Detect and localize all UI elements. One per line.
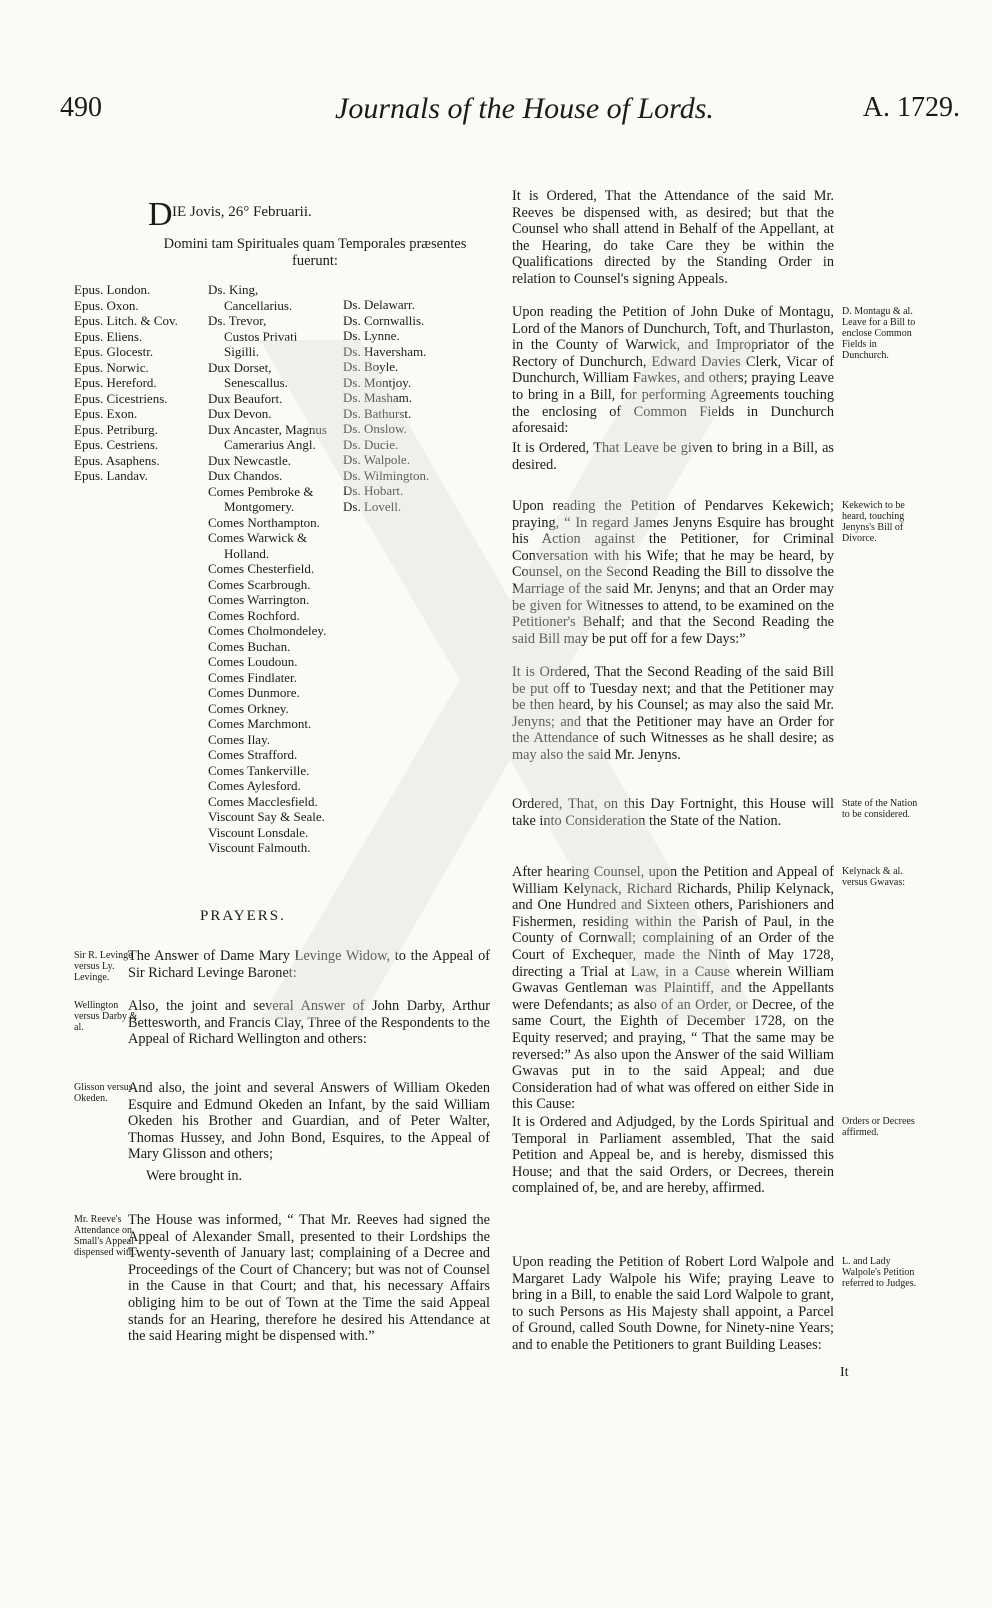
- catchword: It: [840, 1365, 849, 1380]
- lord-entry: Comes Findlater.: [208, 669, 297, 685]
- margin-note: Orders or Decrees affirmed.: [842, 1116, 915, 1138]
- journal-title: Journals of the House of Lords.: [335, 92, 714, 125]
- lord-entry: Epus. Glocestr.: [74, 344, 154, 359]
- lord-entry: Viscount Lonsdale.: [208, 824, 309, 840]
- lord-entry: Epus. Hereford.: [74, 375, 157, 390]
- bishops-list: [74, 282, 204, 484]
- lord-entry: Ds. Walpole.: [343, 452, 410, 467]
- margin-note: Kekewich to be heard, touching Jenyns's Bill of Divorce.: [842, 500, 905, 544]
- lord-entry: Comes Buchan.: [208, 638, 291, 654]
- entry-text: Upon reading the Petition of Robert Lord Walpole and Margaret Lady Walpole his Wife; praying Leave to bring in a Bill, to enable the said Lord Walpole to grant, to such Persons as His Majesty shall appoint, a Parcel of Ground, called South Downe, for Ninety-nine Years; and to enable the Petitioners to grant Building Leases:: [512, 1254, 834, 1353]
- lord-entry: Comes Tankerville.: [208, 762, 310, 778]
- margin-note: Glisson versus Okeden.: [74, 1082, 133, 1104]
- lord-entry: Comes Strafford.: [208, 747, 298, 762]
- entry-text: Upon reading the Petition of John Duke of Montagu, Lord of the Manors of Dunchurch, Toft, and Thurlaston, in the County of Warwick, and Impropriator of the Rectory of Dunchurch, Edward Davies Clerk, Vicar of Dunchurch, William Fawkes, and others; praying Leave to bring in a Bill, for performing Agreements touching the enclosing of Common Fields in Dunchurch aforesaid:: [512, 304, 834, 437]
- prayers-heading: PRAYERS.: [200, 908, 286, 924]
- lord-entry: Ds. Hobart.: [343, 483, 404, 498]
- year: A. 1729.: [862, 92, 960, 123]
- page-header: [60, 92, 960, 132]
- lord-entry: Epus. Exon.: [74, 406, 138, 421]
- margin-note: Mr. Reeve's Attendance on Small's Appeal dispensed with.: [74, 1214, 137, 1258]
- lord-entry: Dux Beaufort.: [208, 390, 283, 406]
- lord-entry: Ds. Bathurst.: [343, 405, 412, 421]
- lord-entry: Epus. London.: [74, 282, 151, 297]
- lord-entry: Viscount Falmouth.: [208, 840, 311, 855]
- lord-entry: Ds. Boyle.: [343, 359, 399, 374]
- lord-entry: Dux Dorset,: [208, 359, 272, 375]
- lord-entry: Holland.: [224, 545, 270, 561]
- sitting-date: IE Jovis, 26° Februarii.: [172, 204, 312, 220]
- lord-entry: Comes Cholmondeley.: [208, 623, 327, 638]
- lord-entry: Epus. Cicestriens.: [74, 390, 168, 406]
- lord-entry: Comes Dunmore.: [208, 685, 300, 700]
- lord-entry: Cancellarius.: [224, 297, 293, 313]
- entry-text: Were brought in.: [146, 1168, 243, 1184]
- lord-entry: Epus. Norwic.: [74, 359, 149, 375]
- lord-entry: Sigilli.: [224, 344, 260, 359]
- entry-text: It is Ordered, That the Attendance of the said Mr. Reeves be dispensed with, as desired; but that the Counsel who shall attend in Behalf of the Appellant, at the Hearing, do take Care they be within the Qualifications directed by the Standing Order in relation to Counsel's signing Appeals.: [512, 188, 834, 287]
- lord-entry: Ds. Wilmington.: [343, 467, 430, 483]
- lord-entry: Ds. Cornwallis.: [343, 312, 425, 328]
- entry-text: It is Ordered, That the Second Reading of the said Bill be put off to Tuesday next; and that the Petitioner may be then heard, by his Counsel; as may also the said Mr. Jenyns; and that the Petitioner may have an Order for the Attendance of such Witnesses as he shall desire; as may also the said Mr. Jenyns.: [512, 664, 834, 763]
- lord-entry: Dux Ancaster, Magnus: [208, 421, 327, 437]
- lord-entry: Comes Chesterfield.: [208, 561, 315, 576]
- lord-entry: Epus. Landav.: [74, 468, 148, 483]
- lord-entry: Comes Aylesford.: [208, 778, 301, 793]
- lord-entry: Epus. Asaphens.: [74, 452, 160, 468]
- lord-entry: Comes Warwick &: [208, 530, 308, 545]
- lord-entry: Ds. Delawarr.: [343, 297, 415, 312]
- lord-entry: Comes Scarbrough.: [208, 576, 311, 592]
- lord-entry: Comes Macclesfield.: [208, 793, 318, 809]
- entry-text: And also, the joint and several Answers of William Okeden Esquire and Edmund Okeden an Infant, by the said William Okeden his Brother and Guardian, and of Peter Walter, Thomas Hussey, and John Bond, Esquires, to the Appeal of Mary Glisson and others;: [128, 1080, 490, 1163]
- lord-entry: Comes Orkney.: [208, 700, 289, 716]
- lord-entry: Ds. Ducie.: [343, 436, 399, 452]
- lord-entry: Dux Chandos.: [208, 468, 283, 483]
- entry-text: It is Ordered and Adjudged, by the Lords Spiritual and Temporal in Parliament assembled, That the said Petition and Appeal be, and is hereby, dismissed this House; and that the said Orders, or Decrees, therein complained of, be, and are hereby, affirmed.: [512, 1114, 834, 1197]
- lord-entry: Epus. Petriburg.: [74, 421, 158, 437]
- entry-text: It is Ordered, That Leave be given to bring in a Bill, as desired.: [512, 440, 834, 473]
- lord-entry: Ds. Lovell.: [343, 498, 402, 514]
- lord-entry: Ds. Montjoy.: [343, 374, 412, 390]
- lord-entry: Viscount Say & Seale.: [208, 809, 325, 824]
- margin-note: L. and Lady Walpole's Petition referred to Judges.: [842, 1256, 917, 1289]
- entry-text: The Answer of Dame Mary Levinge Widow, to the Appeal of Sir Richard Levinge Baronet:: [128, 948, 490, 981]
- attendance-heading: Domini tam Spirituales quam Temporales præsentes fuerunt:: [163, 236, 467, 269]
- lord-entry: Comes Warrington.: [208, 592, 310, 607]
- lord-entry: Comes Pembroke &: [208, 483, 314, 499]
- lord-entry: Dux Devon.: [208, 406, 272, 421]
- lord-entry: Ds. Trevor,: [208, 313, 267, 328]
- lord-entry: Dux Newcastle.: [208, 452, 292, 468]
- entry-text: The House was informed, “ That Mr. Reeves had signed the Appeal of Alexander Small, presented to their Lordships the Twenty-seventh of January last; complaining of a Decree and Proceedings of the Court of Chancery; but was not of Counsel in the Cause in that Court; and that, his necessary Affairs obliging him to be out of Town at the Time the said Appeal stands for an Hearing, therefore he desired his Attendance at the said Hearing might be dispensed with.”: [128, 1212, 490, 1345]
- lord-entry: Ds. Lynne.: [343, 328, 400, 343]
- margin-note: Sir R. Levinge versus Ly. Levinge.: [74, 950, 133, 983]
- entry-text: Ordered, That, on this Day Fortnight, this House will take into Consideration the State of the Nation.: [512, 796, 834, 829]
- lord-entry: Senescallus.: [224, 375, 288, 390]
- margin-note: Kelynack & al. versus Gwavas:: [842, 866, 906, 888]
- entry-text: Also, the joint and several Answer of John Darby, Arthur Bettesworth, and Francis Clay, Three of the Respondents to the Appeal of Richard Wellington and others:: [128, 998, 490, 1048]
- lord-entry: Camerarius Angl.: [224, 437, 316, 452]
- lord-entry: Comes Rochford.: [208, 607, 300, 623]
- entry-text: Upon reading the Petition of Pendarves Kekewich; praying, “ In regard James Jenyns Esquire has brought his Action against the Petitioner, for Criminal Conversation with his Wife; that he may be heard, by Counsel, on the Second Reading the Bill to dissolve the Marriage of the said Mr. Jenyns; and that an Order may be given for Witnesses to attend, to be examined on the Petitioner's Behalf; and that the Second Reading the said Bill may be put off for a few Days:”: [512, 498, 834, 647]
- lord-entry: Ds. Haversham.: [343, 343, 427, 359]
- margin-note: Wellington versus Darby & al.: [74, 1000, 138, 1033]
- lord-entry: Epus. Litch. & Cov.: [74, 313, 178, 328]
- page-number: 490: [60, 92, 102, 123]
- lord-entry: Comes Marchmont.: [208, 716, 312, 731]
- lord-entry: Epus. Eliens.: [74, 328, 143, 344]
- lord-entry: Montgomery.: [224, 499, 295, 514]
- margin-note: D. Montagu & al. Leave for a Bill to enclose Common Fields in Dunchurch.: [842, 306, 916, 361]
- lord-entry: Ds. Masham.: [343, 390, 412, 405]
- lord-entry: Epus. Oxon.: [74, 297, 139, 313]
- entry-text: After hearing Counsel, upon the Petition and Appeal of William Kelynack, Richard Richards, Philip Kelynack, and One Hundred and Sixteen others, Parishioners and Fishermen, residing within the Parish of Paul, in the County of Cornwall; complaining of an Order of the Court of Exchequer, made the Ninth of May 1728, directing a Trial at Law, in a Cause wherein William Gwavas Gentleman was Plaintiff, and the Appellants were Defendants; as also of an Order, or Decree, of the same Court, the Eighth of December 1728, on the Equity reserved; and praying, “ That the same may be reversed:” As also upon the Answer of the said William Gwavas put in to the said Appeal; and due Consideration had of what was offered on either Side in this Cause:: [512, 864, 834, 1113]
- drop-cap: D: [148, 196, 173, 233]
- lord-entry: Ds. King,: [208, 282, 259, 297]
- lord-entry: Comes Loudoun.: [208, 654, 298, 669]
- lord-entry: Comes Northampton.: [208, 514, 320, 530]
- officers-list: [208, 282, 348, 856]
- lord-entry: Custos Privati: [224, 328, 298, 344]
- margin-note: State of the Nation to be considered.: [842, 798, 918, 820]
- lord-entry: Epus. Cestriens.: [74, 437, 159, 452]
- barons-list: [343, 297, 453, 514]
- lord-entry: Comes Ilay.: [208, 731, 270, 747]
- lord-entry: Ds. Onslow.: [343, 421, 407, 436]
